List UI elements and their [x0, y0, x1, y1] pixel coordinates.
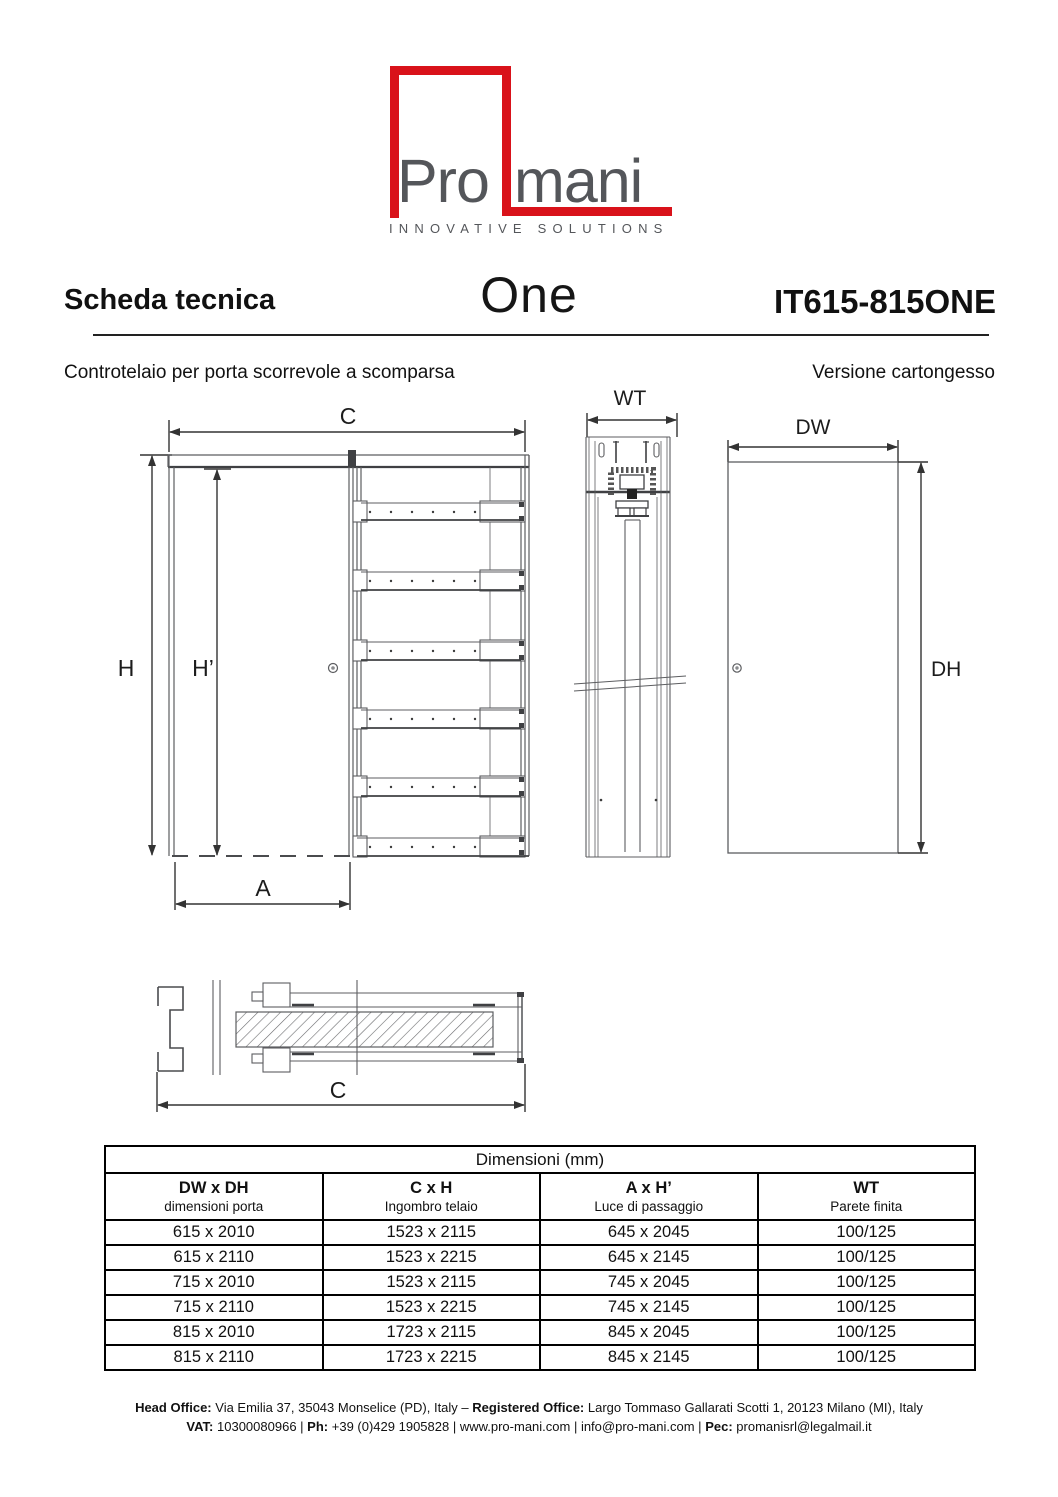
table-cell: 845 x 2045: [540, 1320, 758, 1345]
dim-label-H-prime: H’: [192, 655, 214, 681]
table-row: [105, 1345, 975, 1370]
dim-label-A: A: [255, 875, 271, 901]
wall-section-diagram: [570, 385, 690, 875]
rail-screw-dots: [369, 511, 476, 848]
logo-frame-right-bar: [502, 66, 511, 216]
dim-H: [140, 455, 172, 855]
table-cell: 645 x 2145: [540, 1245, 758, 1270]
registered-office-value: Largo Tommaso Gallarati Scotti 1, 20123 Milano (MI), Italy: [587, 1400, 923, 1415]
front-view-diagram: [100, 390, 580, 910]
table-cell: 645 x 2045: [540, 1220, 758, 1245]
table-cell: 745 x 2145: [540, 1295, 758, 1320]
column-header: [540, 1173, 758, 1220]
document-type-label: Scheda tecnica: [64, 284, 276, 316]
logo-wordmark-pro: Pro: [397, 147, 489, 215]
table-cell: 1523 x 2115: [323, 1270, 541, 1295]
dim-label-C-plan: C: [329, 1077, 347, 1103]
dim-DH: [898, 462, 928, 853]
table-cell: 715 x 2110: [105, 1295, 323, 1320]
table-header-row: [105, 1173, 975, 1220]
column-header-main: A x H’: [625, 1179, 672, 1197]
head-office-value: Via Emilia 37, 35043 Monselice (PD), Italy –: [215, 1400, 469, 1415]
table-cell: 845 x 2145: [540, 1345, 758, 1370]
door-panel-hatched: [236, 1012, 493, 1047]
dim-label-DW: DW: [795, 416, 831, 439]
product-description: Controtelaio per porta scorrevole a scomparsa: [64, 362, 455, 383]
column-header-sub: Parete finita: [830, 1199, 903, 1214]
logo-wordmark-mani: mani: [514, 147, 643, 215]
door-panel-diagram: [700, 400, 960, 875]
header-divider: [93, 334, 989, 336]
product-series-name: One: [480, 267, 578, 323]
pec-label: Pec:: [705, 1418, 733, 1434]
table-cell: 1523 x 2215: [323, 1295, 541, 1320]
table-cell: 615 x 2010: [105, 1220, 323, 1245]
table-cell: 745 x 2045: [540, 1270, 758, 1295]
table-cell: 100/125: [758, 1320, 976, 1345]
column-header-sub: dimensioni porta: [164, 1199, 264, 1214]
column-header-main: DW x DH: [178, 1179, 249, 1197]
column-header: [758, 1173, 976, 1220]
table-cell: 615 x 2110: [105, 1245, 323, 1270]
dim-DW: [728, 440, 898, 462]
phone-label: Ph:: [307, 1418, 329, 1434]
table-row: [105, 1220, 975, 1245]
registered-office-label: Registered Office:: [472, 1400, 585, 1415]
wall-jamb-profile: [158, 987, 183, 1071]
footer: [0, 1399, 1058, 1436]
table-row: [105, 1270, 975, 1295]
column-header-main: WT: [853, 1179, 880, 1197]
table-cell: 1723 x 2215: [323, 1345, 541, 1370]
column-header: [105, 1173, 323, 1220]
table-cell: 1723 x 2115: [323, 1320, 541, 1345]
footer-line-contacts: [0, 1418, 1058, 1437]
table-cell: 100/125: [758, 1345, 976, 1370]
table-cell: 100/125: [758, 1270, 976, 1295]
column-header-main: C x H: [410, 1179, 453, 1197]
logo-tagline: INNOVATIVE SOLUTIONS: [389, 221, 669, 236]
table-cell: 100/125: [758, 1245, 976, 1270]
table-row: [105, 1320, 975, 1345]
table-title: Dimensioni (mm): [105, 1146, 975, 1173]
table-row: [105, 1295, 975, 1320]
vat-value: 10300080966 |: [217, 1418, 304, 1434]
head-office-label: Head Office:: [135, 1400, 212, 1415]
phone-web-email-value: +39 (0)429 1905828 | www.pro-mani.com | info@pro-mani.com |: [331, 1418, 702, 1434]
vat-label: VAT:: [186, 1418, 214, 1434]
break-lines: [574, 676, 686, 691]
dim-label-C: C: [339, 403, 357, 429]
product-model-code: IT615-815ONE: [774, 283, 996, 320]
table-cell: 1523 x 2115: [323, 1220, 541, 1245]
dimensions-table: [104, 1145, 976, 1371]
wall-version-label: Versione cartongesso: [812, 362, 995, 383]
table-cell: 100/125: [758, 1295, 976, 1320]
table-cell: 815 x 2110: [105, 1345, 323, 1370]
plan-section-diagram: [140, 960, 580, 1120]
footer-line-addresses: [0, 1399, 1058, 1418]
roller-carriage: [611, 441, 653, 516]
dim-label-DH: DH: [931, 658, 962, 681]
table-cell: 815 x 2010: [105, 1320, 323, 1345]
table-cell: 100/125: [758, 1220, 976, 1245]
column-header: [323, 1173, 541, 1220]
table-cell: 1523 x 2215: [323, 1245, 541, 1270]
frame-rails: [353, 501, 529, 857]
section-screw-dots: [600, 799, 658, 802]
column-header-sub: Luce di passaggio: [594, 1199, 704, 1214]
table-title-row: [105, 1146, 975, 1173]
column-header-sub: Ingombro telaio: [384, 1199, 478, 1214]
dim-label-H: H: [117, 655, 135, 681]
door-panel: [728, 462, 898, 853]
pec-value: promanisrl@legalmail.it: [736, 1418, 872, 1434]
logo-frame-top-bar: [390, 66, 511, 75]
wall-structure: [586, 437, 670, 857]
table-row: [105, 1245, 975, 1270]
dim-label-WT: WT: [613, 387, 647, 410]
dim-WT: [587, 413, 677, 437]
table-cell: 715 x 2010: [105, 1270, 323, 1295]
